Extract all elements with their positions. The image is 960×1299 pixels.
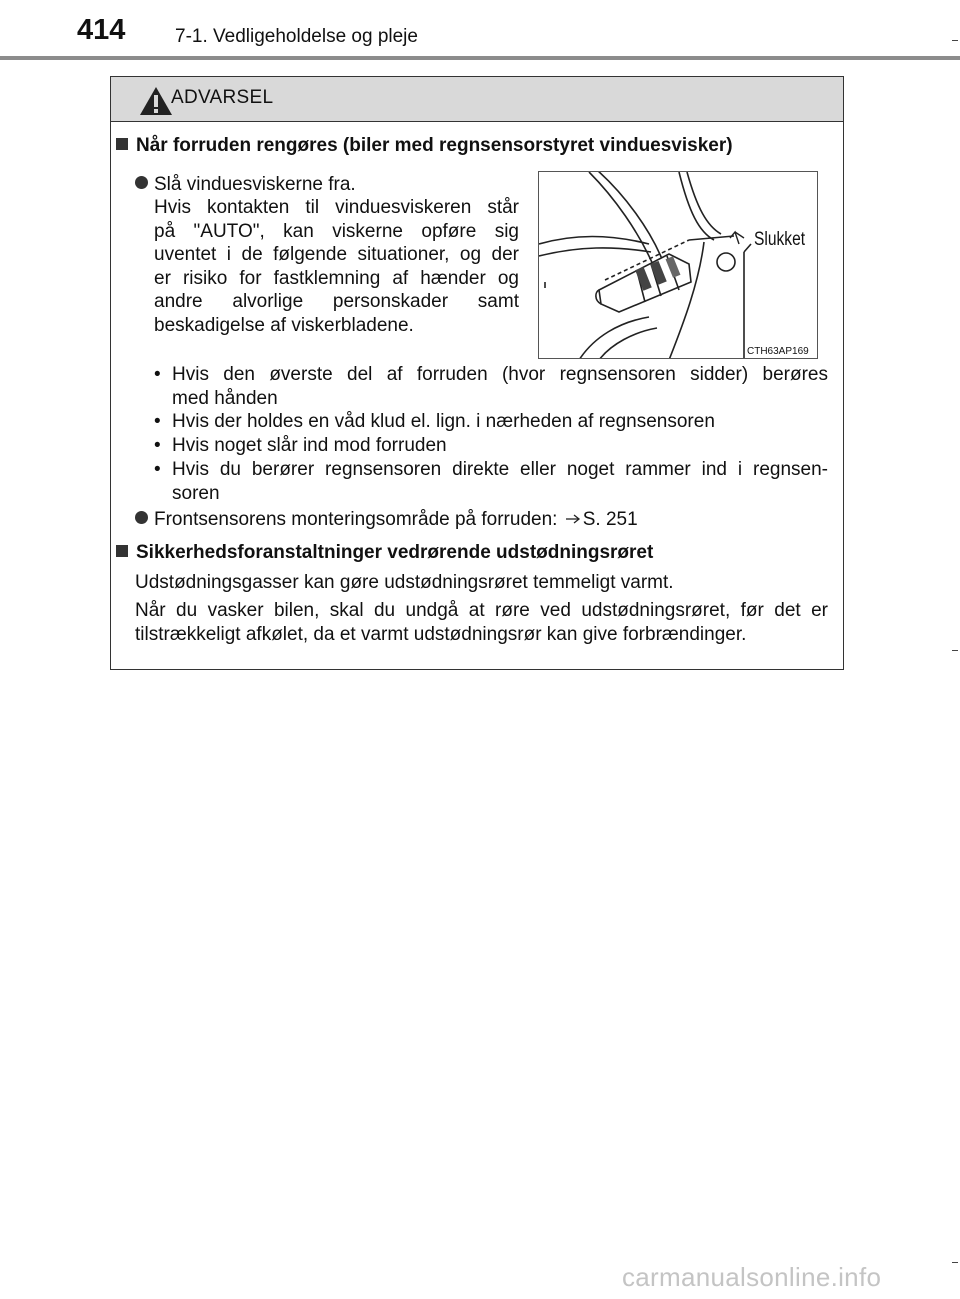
page-reference-arrow-icon	[563, 513, 583, 525]
section-heading-text: Når forruden rengøres (biler med regnsensorstyret vinduesvisker)	[136, 135, 733, 156]
list-item	[154, 363, 828, 410]
section-heading-windshield	[116, 135, 733, 157]
list-item-line: Hvis der holdes en våd klud el. lign. i nærheden af regnsensoren	[172, 411, 715, 432]
intro-line: på "AUTO", kan viskerne opføre sig	[154, 221, 519, 242]
round-bullet-icon	[135, 176, 148, 189]
section-heading-text: Sikkerhedsforanstaltninger vedrørende udstødningsrøret	[136, 542, 654, 563]
round-bullet-icon	[135, 511, 148, 524]
figure-label-off: Slukket	[754, 229, 806, 250]
list-item-line: Hvis du berører regnsensoren direkte eller noget rammer ind i regnsen-	[172, 459, 828, 480]
list-item-line: med hånden	[172, 387, 278, 409]
dash-bullet-icon: •	[154, 411, 161, 432]
square-bullet-icon	[116, 545, 128, 557]
list-item-line: Hvis noget slår ind mod forruden	[172, 435, 447, 456]
exhaust-paragraph-2-line: tilstrækkeligt afkølet, da et varmt udstødningsrør kan give forbrændinger.	[135, 624, 747, 645]
list-item	[154, 458, 828, 505]
list-item-line: Hvis den øverste del af forruden (hvor regnsensoren sidder) berøres	[172, 364, 828, 385]
crop-mark	[952, 1262, 958, 1263]
exhaust-paragraph-2-line: Når du vasker bilen, skal du undgå at røre ved udstødningsrøret, før det er	[135, 600, 828, 621]
list-item	[154, 434, 828, 458]
warning-triangle-icon	[139, 86, 173, 116]
intro-line: andre alvorlige personskader samt	[154, 291, 519, 312]
figure-code: CTH63AP169	[747, 346, 809, 357]
intro-line: er risiko for fastklemning af hænder og	[154, 268, 519, 289]
exhaust-paragraph-1: Udstødningsgasser kan gøre udstødningsrøret temmeligt varmt.	[135, 572, 674, 593]
list-item-line: soren	[172, 482, 220, 504]
wiper-switch-figure	[538, 171, 818, 359]
intro-point-text: Slå vinduesviskerne fra.	[154, 174, 356, 195]
warning-title: ADVARSEL	[171, 87, 274, 108]
dash-bullet-icon: •	[154, 459, 161, 480]
wiper-lever-illustration	[539, 172, 818, 359]
page-header	[0, 0, 960, 60]
warning-header	[111, 77, 843, 122]
sensor-area-point	[135, 508, 638, 532]
list-item	[154, 410, 828, 434]
header-rule	[0, 56, 960, 60]
crop-mark	[952, 40, 958, 41]
intro-line: Hvis kontakten til vinduesviskeren står	[154, 197, 519, 218]
sensor-area-text: Frontsensorens monteringsområde på forruden:	[154, 509, 558, 530]
intro-line: beskadigelse af viskerbladene.	[154, 315, 414, 336]
section-title: 7-1. Vedligeholdelse og pleje	[175, 26, 418, 47]
square-bullet-icon	[116, 138, 128, 150]
section-heading-exhaust	[116, 542, 653, 564]
dash-bullet-icon: •	[154, 435, 161, 456]
dash-bullet-icon: •	[154, 364, 161, 385]
crop-mark	[952, 650, 958, 651]
intro-point	[135, 173, 356, 197]
watermark: carmanualsonline.info	[622, 1262, 882, 1292]
intro-line: uventet i de følgende situationer, og der	[154, 244, 519, 265]
page-reference-link[interactable]: S. 251	[582, 509, 638, 530]
page-number: 414	[77, 14, 126, 46]
